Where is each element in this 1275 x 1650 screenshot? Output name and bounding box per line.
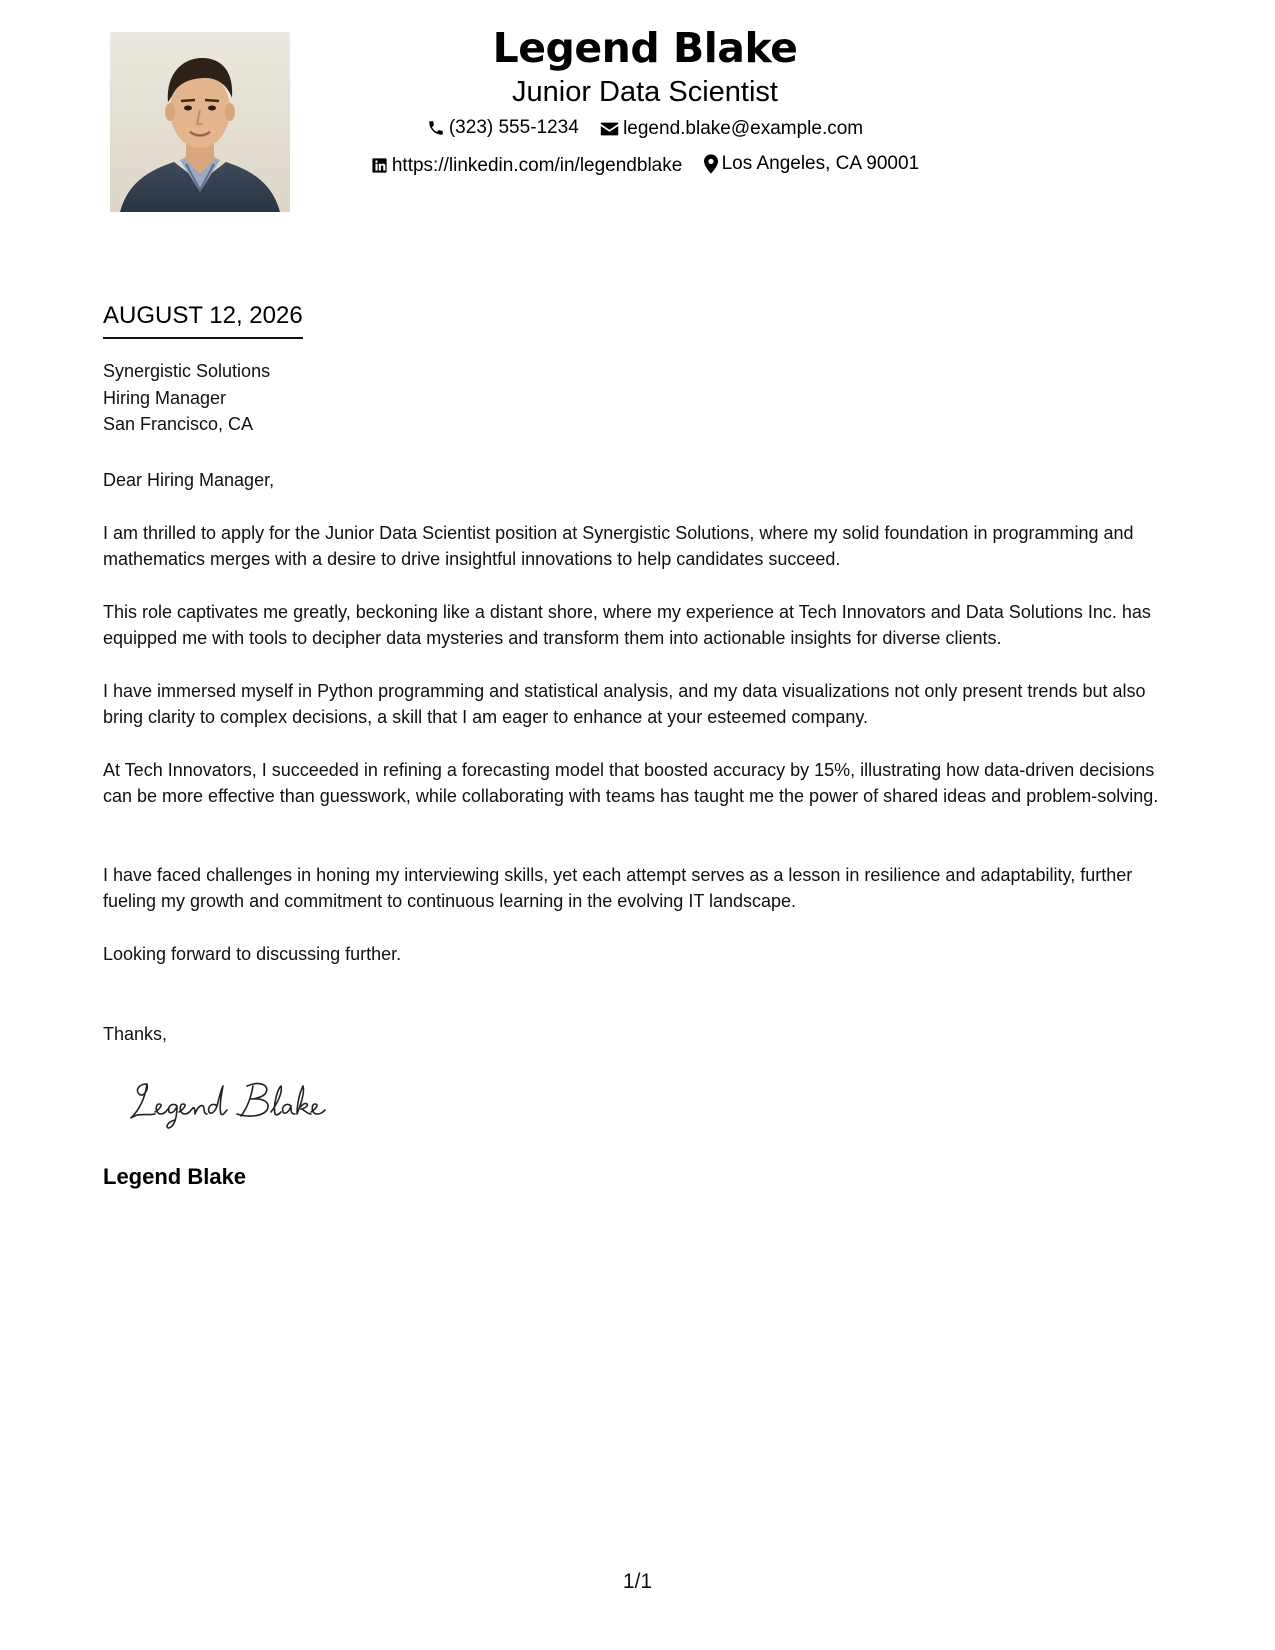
job-title: Junior Data Scientist — [512, 76, 778, 108]
letter-paragraph: I have faced challenges in honing my interviewing skills, yet each attempt serves as a lesson in resilience and adaptability, further fueling my growth and commitment to continuous learning in the evolving IT landscape. — [103, 865, 1133, 911]
letter-paragraph: This role captivates me greatly, beckoning like a distant shore, where my experience at Tech Innovators and Data Solutions Inc. has equipped me with tools to decipher data mysteries and transform them into actionable insights for diverse clients. — [103, 602, 1151, 648]
linkedin-icon — [371, 157, 388, 174]
applicant-name: Legend Blake — [492, 24, 798, 72]
closing-line: Looking forward to discussing further. — [103, 944, 402, 964]
linkedin-text: https://linkedin.com/in/legendblake — [391, 154, 683, 176]
letter-paragraph: I have immersed myself in Python programming and statistical analysis, and my data visualizations not only present trends but also bring clarity to complex decisions, a skill that I am eager to enhance at your esteemed company. — [103, 681, 1146, 727]
phone-text: (323) 555-1234 — [448, 117, 579, 138]
recipient-block — [103, 358, 1183, 438]
phone-icon — [427, 119, 445, 137]
profile-photo — [110, 32, 290, 212]
linkedin-contact[interactable] — [371, 154, 682, 178]
map-pin-icon — [704, 154, 718, 174]
signer-name: Legend Blake — [103, 1164, 247, 1189]
recipient-city: San Francisco, CA — [103, 414, 254, 434]
resume-header — [330, 20, 960, 181]
email-text: legend.blake@example.com — [623, 118, 864, 139]
letter-date: AUGUST 12, 2026 — [103, 300, 303, 339]
signature-image — [125, 1072, 355, 1132]
location-contact — [704, 152, 920, 176]
email-contact[interactable] — [600, 117, 863, 141]
location-text: Los Angeles, CA 90001 — [721, 153, 920, 174]
envelope-icon — [600, 121, 619, 137]
recipient-company: Synergistic Solutions — [103, 361, 271, 381]
letter-paragraph: At Tech Innovators, I succeeded in refining a forecasting model that boosted accuracy by 15%, illustrating how data-driven decisions can be more effective than guesswork, while collaborating with teams has taught me the power of shared ideas and problem-solving. — [103, 760, 1159, 806]
signoff: Thanks, — [103, 1024, 168, 1044]
contact-row-primary — [330, 116, 960, 144]
letter-date-block — [103, 300, 303, 339]
letter-paragraph: I am thrilled to apply for the Junior Data Scientist position at Synergistic Solutions, where my solid foundation in programming and mathematics merges with a desire to drive insightful innovations to help candidates succeed. — [103, 523, 1134, 569]
page-number: 1/1 — [622, 1570, 653, 1593]
salutation: Dear Hiring Manager, — [103, 470, 275, 490]
contact-row-secondary — [330, 152, 960, 181]
recipient-role: Hiring Manager — [103, 387, 227, 408]
phone-contact[interactable] — [427, 116, 579, 140]
